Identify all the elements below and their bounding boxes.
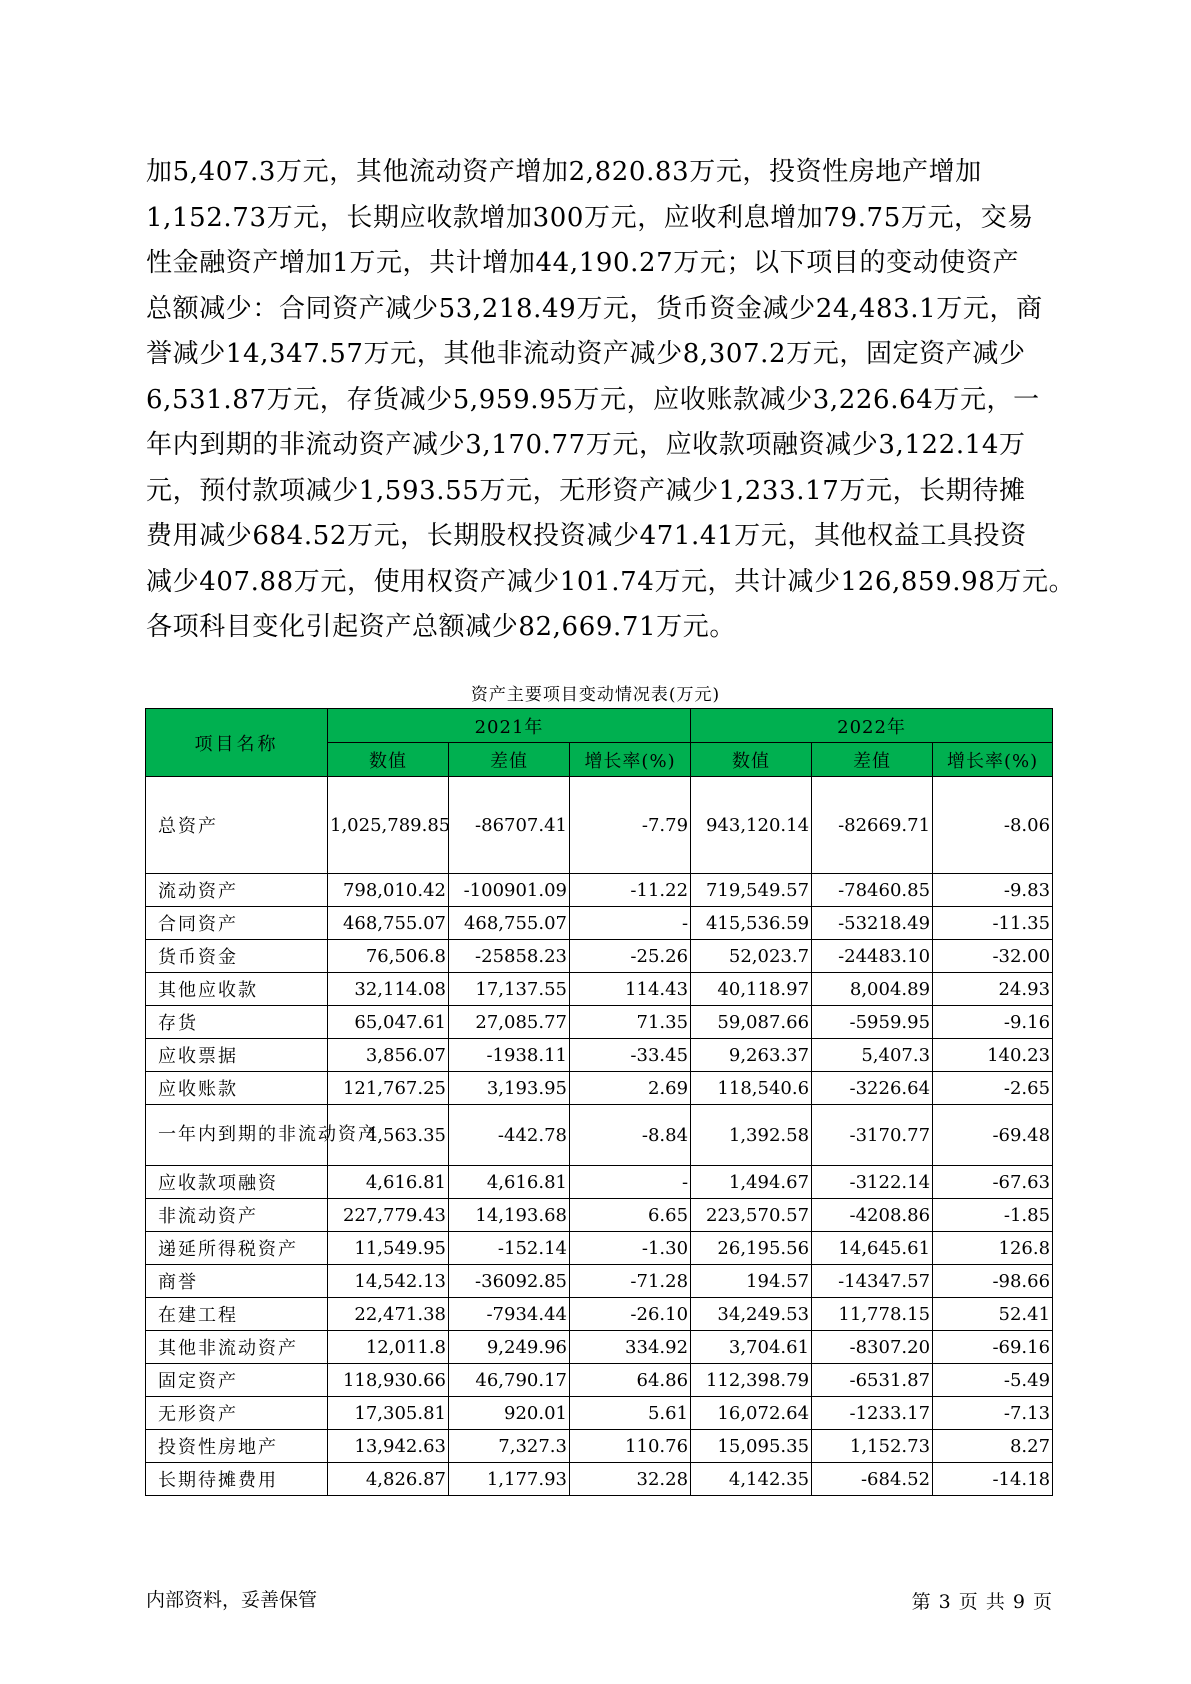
table-row — [146, 1199, 1053, 1232]
cell-rate-2021: 2.69 — [570, 1072, 691, 1105]
cell-rate-2022: -2.65 — [933, 1072, 1053, 1105]
cell-value-2022: 26,195.56 — [691, 1232, 812, 1265]
paragraph-line: 性金融资产增加1万元，共计增加44,190.27万元；以下项目的变动使资产 — [146, 248, 1020, 278]
cell-diff-2022: -53218.49 — [812, 907, 933, 940]
cell-diff-2022: 8,004.89 — [812, 973, 933, 1006]
cell-diff-2021: 27,085.77 — [449, 1006, 570, 1039]
cell-value-2021: 1,025,789.85 — [328, 777, 449, 874]
cell-value-2022: 3,704.61 — [691, 1331, 812, 1364]
row-item-name: 递延所得税资产 — [146, 1232, 328, 1265]
asset-change-table — [145, 708, 1053, 1496]
row-item-name: 应收票据 — [146, 1039, 328, 1072]
cell-rate-2021: - — [570, 907, 691, 940]
cell-diff-2021: -152.14 — [449, 1232, 570, 1265]
cell-diff-2022: 1,152.73 — [812, 1430, 933, 1463]
cell-value-2022: 4,142.35 — [691, 1463, 812, 1496]
cell-rate-2022: -11.35 — [933, 907, 1053, 940]
paragraph-line: 元，预付款项减少1,593.55万元，无形资产减少1,233.17万元，长期待摊 — [146, 475, 1026, 506]
cell-value-2021: 4,563.35 — [328, 1105, 449, 1166]
row-item-name: 在建工程 — [146, 1298, 328, 1331]
cell-value-2021: 12,011.8 — [328, 1331, 449, 1364]
table-row — [146, 940, 1053, 973]
cell-rate-2021: 32.28 — [570, 1463, 691, 1496]
cell-rate-2022: 140.23 — [933, 1039, 1053, 1072]
table-header — [146, 709, 1053, 777]
cell-diff-2022: -78460.85 — [812, 874, 933, 907]
cell-diff-2022: -3226.64 — [812, 1072, 933, 1105]
cell-value-2021: 32,114.08 — [328, 973, 449, 1006]
cell-diff-2022: -6531.87 — [812, 1364, 933, 1397]
cell-rate-2021: 110.76 — [570, 1430, 691, 1463]
cell-value-2022: 1,494.67 — [691, 1166, 812, 1199]
cell-diff-2022: -5959.95 — [812, 1006, 933, 1039]
cell-diff-2021: 468,755.07 — [449, 907, 570, 940]
cell-value-2022: 59,087.66 — [691, 1006, 812, 1039]
header-diff-2021: 差值 — [449, 743, 570, 777]
cell-diff-2022: -4208.86 — [812, 1199, 933, 1232]
cell-diff-2022: -1233.17 — [812, 1397, 933, 1430]
cell-diff-2021: -7934.44 — [449, 1298, 570, 1331]
row-item-name: 总资产 — [146, 777, 328, 874]
cell-value-2021: 14,542.13 — [328, 1265, 449, 1298]
cell-value-2022: 943,120.14 — [691, 777, 812, 874]
row-item-name: 货币资金 — [146, 940, 328, 973]
cell-value-2022: 34,249.53 — [691, 1298, 812, 1331]
cell-diff-2021: -1938.11 — [449, 1039, 570, 1072]
footer-page-number: 第 3 页 共 9 页 — [911, 1591, 1053, 1613]
cell-rate-2021: - — [570, 1166, 691, 1199]
row-item-name: 流动资产 — [146, 874, 328, 907]
cell-diff-2021: 3,193.95 — [449, 1072, 570, 1105]
paragraph-line: 誉减少14,347.57万元，其他非流动资产减少8,307.2万元，固定资产减少 — [146, 339, 1026, 369]
cell-value-2021: 17,305.81 — [328, 1397, 449, 1430]
row-item-name: 无形资产 — [146, 1397, 328, 1430]
cell-rate-2021: -71.28 — [570, 1265, 691, 1298]
cell-diff-2022: -3170.77 — [812, 1105, 933, 1166]
row-item-name: 合同资产 — [146, 907, 328, 940]
cell-rate-2021: -8.84 — [570, 1105, 691, 1166]
header-year-2021: 2021年 — [328, 709, 691, 743]
cell-rate-2022: -98.66 — [933, 1265, 1053, 1298]
cell-rate-2022: 8.27 — [933, 1430, 1053, 1463]
header-rate-2021: 增长率(%) — [570, 743, 691, 777]
cell-value-2022: 194.57 — [691, 1265, 812, 1298]
cell-diff-2021: 17,137.55 — [449, 973, 570, 1006]
row-item-name: 固定资产 — [146, 1364, 328, 1397]
table-row — [146, 1298, 1053, 1331]
cell-value-2021: 227,779.43 — [328, 1199, 449, 1232]
row-item-name: 应收款项融资 — [146, 1166, 328, 1199]
cell-diff-2021: 14,193.68 — [449, 1199, 570, 1232]
cell-rate-2021: -33.45 — [570, 1039, 691, 1072]
table-row — [146, 1039, 1053, 1072]
cell-diff-2021: 4,616.81 — [449, 1166, 570, 1199]
cell-rate-2021: 5.61 — [570, 1397, 691, 1430]
cell-diff-2021: 1,177.93 — [449, 1463, 570, 1496]
cell-value-2022: 52,023.7 — [691, 940, 812, 973]
cell-diff-2021: 9,249.96 — [449, 1331, 570, 1364]
table-row — [146, 1105, 1053, 1166]
cell-rate-2021: -11.22 — [570, 874, 691, 907]
header-diff-2022: 差值 — [812, 743, 933, 777]
cell-rate-2022: -8.06 — [933, 777, 1053, 874]
cell-diff-2022: -24483.10 — [812, 940, 933, 973]
table-row — [146, 1430, 1053, 1463]
cell-diff-2022: -684.52 — [812, 1463, 933, 1496]
table-row — [146, 973, 1053, 1006]
table-row — [146, 1265, 1053, 1298]
cell-value-2021: 65,047.61 — [328, 1006, 449, 1039]
row-item-name: 商誉 — [146, 1265, 328, 1298]
cell-rate-2021: 64.86 — [570, 1364, 691, 1397]
cell-rate-2022: -67.63 — [933, 1166, 1053, 1199]
cell-value-2022: 9,263.37 — [691, 1039, 812, 1072]
cell-diff-2021: -25858.23 — [449, 940, 570, 973]
header-rate-2022: 增长率(%) — [933, 743, 1053, 777]
footer-confidential-note: 内部资料，妥善保管 — [146, 1589, 318, 1611]
paragraph-line: 年内到期的非流动资产减少3,170.77万元，应收款项融资减少3,122.14万 — [146, 430, 1026, 460]
body-paragraph — [146, 150, 1076, 651]
row-item-name: 存货 — [146, 1006, 328, 1039]
cell-value-2022: 15,095.35 — [691, 1430, 812, 1463]
cell-rate-2022: 24.93 — [933, 973, 1053, 1006]
paragraph-line: 减少407.88万元，使用权资产减少101.74万元，共计减少126,859.98万元。 — [146, 566, 1076, 597]
row-item-name: 其他非流动资产 — [146, 1331, 328, 1364]
cell-value-2022: 1,392.58 — [691, 1105, 812, 1166]
cell-rate-2022: 126.8 — [933, 1232, 1053, 1265]
cell-rate-2021: -26.10 — [570, 1298, 691, 1331]
cell-value-2022: 118,540.6 — [691, 1072, 812, 1105]
paragraph-line: 各项科目变化引起资产总额减少82,669.71万元。 — [146, 612, 736, 642]
cell-rate-2021: -1.30 — [570, 1232, 691, 1265]
cell-value-2021: 22,471.38 — [328, 1298, 449, 1331]
header-value-2021: 数值 — [328, 743, 449, 777]
cell-value-2021: 4,826.87 — [328, 1463, 449, 1496]
cell-diff-2022: 14,645.61 — [812, 1232, 933, 1265]
cell-rate-2022: -32.00 — [933, 940, 1053, 973]
table-row — [146, 1397, 1053, 1430]
table-row — [146, 1232, 1053, 1265]
table-caption: 资产主要项目变动情况表(万元) — [470, 685, 721, 705]
cell-rate-2022: -1.85 — [933, 1199, 1053, 1232]
cell-diff-2021: 46,790.17 — [449, 1364, 570, 1397]
cell-value-2022: 40,118.97 — [691, 973, 812, 1006]
cell-rate-2022: 52.41 — [933, 1298, 1053, 1331]
cell-value-2021: 798,010.42 — [328, 874, 449, 907]
cell-value-2022: 16,072.64 — [691, 1397, 812, 1430]
paragraph-line: 1,152.73万元，长期应收款增加300万元，应收利息增加79.75万元，交易 — [146, 202, 1034, 233]
cell-diff-2022: -3122.14 — [812, 1166, 933, 1199]
cell-value-2021: 76,506.8 — [328, 940, 449, 973]
cell-diff-2022: 11,778.15 — [812, 1298, 933, 1331]
paragraph-line: 费用减少684.52万元，长期股权投资减少471.41万元，其他权益工具投资 — [146, 521, 1027, 551]
cell-diff-2021: 7,327.3 — [449, 1430, 570, 1463]
cell-rate-2022: -69.16 — [933, 1331, 1053, 1364]
row-item-name: 其他应收款 — [146, 973, 328, 1006]
row-item-name: 非流动资产 — [146, 1199, 328, 1232]
cell-value-2021: 4,616.81 — [328, 1166, 449, 1199]
cell-rate-2022: -69.48 — [933, 1105, 1053, 1166]
row-item-name: 长期待摊费用 — [146, 1463, 328, 1496]
cell-value-2021: 11,549.95 — [328, 1232, 449, 1265]
cell-rate-2022: -7.13 — [933, 1397, 1053, 1430]
cell-diff-2022: -82669.71 — [812, 777, 933, 874]
cell-value-2022: 112,398.79 — [691, 1364, 812, 1397]
cell-rate-2022: -14.18 — [933, 1463, 1053, 1496]
cell-diff-2022: -14347.57 — [812, 1265, 933, 1298]
cell-rate-2021: 71.35 — [570, 1006, 691, 1039]
cell-rate-2022: -9.16 — [933, 1006, 1053, 1039]
cell-rate-2021: 6.65 — [570, 1199, 691, 1232]
row-item-name: 一年内到期的非流动资产 — [146, 1105, 328, 1166]
cell-diff-2022: -8307.20 — [812, 1331, 933, 1364]
table-row — [146, 874, 1053, 907]
table-row — [146, 1006, 1053, 1039]
paragraph-line: 加5,407.3万元，其他流动资产增加2,820.83万元，投资性房地产增加 — [146, 157, 982, 187]
table-row — [146, 1331, 1053, 1364]
cell-rate-2021: -7.79 — [570, 777, 691, 874]
cell-value-2022: 415,536.59 — [691, 907, 812, 940]
cell-value-2021: 118,930.66 — [328, 1364, 449, 1397]
cell-diff-2021: -86707.41 — [449, 777, 570, 874]
cell-value-2022: 223,570.57 — [691, 1199, 812, 1232]
table-row — [146, 907, 1053, 940]
cell-rate-2021: -25.26 — [570, 940, 691, 973]
cell-value-2021: 3,856.07 — [328, 1039, 449, 1072]
cell-diff-2021: -442.78 — [449, 1105, 570, 1166]
table-row — [146, 1364, 1053, 1397]
row-item-name: 应收账款 — [146, 1072, 328, 1105]
cell-rate-2022: -5.49 — [933, 1364, 1053, 1397]
cell-value-2021: 468,755.07 — [328, 907, 449, 940]
table-row — [146, 1072, 1053, 1105]
cell-diff-2021: -100901.09 — [449, 874, 570, 907]
cell-value-2022: 719,549.57 — [691, 874, 812, 907]
table-body — [146, 777, 1053, 1496]
header-value-2022: 数值 — [691, 743, 812, 777]
cell-rate-2022: -9.83 — [933, 874, 1053, 907]
row-item-name: 投资性房地产 — [146, 1430, 328, 1463]
table-row — [146, 777, 1053, 874]
table-row — [146, 1166, 1053, 1199]
cell-value-2021: 13,942.63 — [328, 1430, 449, 1463]
header-item-name: 项目名称 — [146, 709, 328, 777]
paragraph-line: 总额减少：合同资产减少53,218.49万元，货币资金减少24,483.1万元，商 — [146, 293, 1043, 324]
cell-diff-2022: 5,407.3 — [812, 1039, 933, 1072]
cell-rate-2021: 114.43 — [570, 973, 691, 1006]
paragraph-line: 6,531.87万元，存货减少5,959.95万元，应收账款减少3,226.64万元，一 — [146, 384, 1040, 415]
cell-diff-2021: -36092.85 — [449, 1265, 570, 1298]
cell-rate-2021: 334.92 — [570, 1331, 691, 1364]
cell-diff-2021: 920.01 — [449, 1397, 570, 1430]
header-year-2022: 2022年 — [691, 709, 1053, 743]
table-row — [146, 1463, 1053, 1496]
cell-value-2021: 121,767.25 — [328, 1072, 449, 1105]
